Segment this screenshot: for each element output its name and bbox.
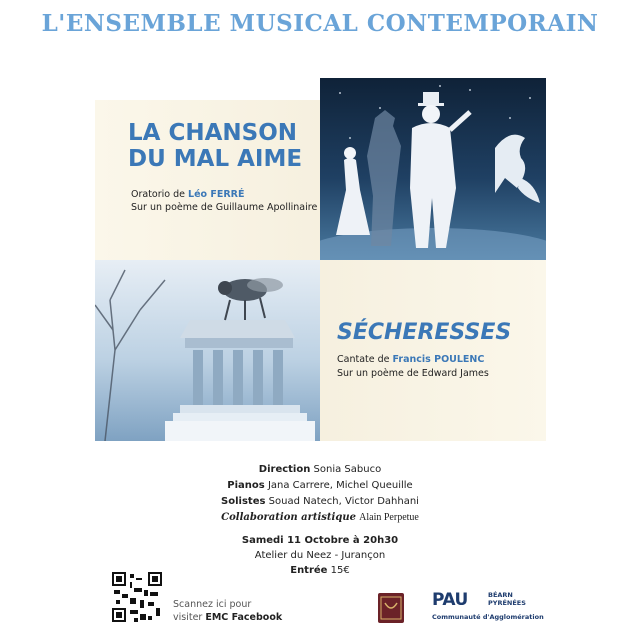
scan-prefix: visiter xyxy=(173,612,206,623)
work2-composer-prefix: Cantate de xyxy=(337,354,393,365)
event-date: Samedi 11 Octobre à 20h30 xyxy=(241,535,399,546)
work2-illustration xyxy=(95,260,320,441)
credit-names: Jana Carrere, Michel Queuille xyxy=(267,480,413,491)
work2-poem-line: Sur un poème de Edward James xyxy=(337,368,489,379)
pau-side-line-1: BÉARN xyxy=(488,591,513,599)
work1-poem-line: Sur un poème de Guillaume Apollinaire xyxy=(131,202,318,213)
credit-role: Solistes xyxy=(221,496,266,507)
work2-composer-name: Francis POULENC xyxy=(392,354,485,365)
scan-line-2 xyxy=(173,611,282,624)
credit-names: Sonia Sabuco xyxy=(313,464,382,475)
pau-logo-word: PAU xyxy=(432,590,468,610)
pau-logo-subtitle: Communauté d'Agglomération xyxy=(432,613,544,621)
scan-line-1: Scannez ici pour xyxy=(173,599,252,610)
work2-composer-line xyxy=(337,353,484,367)
work1-illustration xyxy=(320,78,546,260)
credit-row xyxy=(0,462,640,478)
price-value: 15€ xyxy=(330,565,350,576)
work1-composer-name: Léo FERRÉ xyxy=(188,189,245,200)
event-price xyxy=(0,563,640,578)
pau-logo xyxy=(432,590,544,621)
scan-caption xyxy=(173,598,282,624)
credits xyxy=(0,462,640,526)
work1-composer-line xyxy=(131,188,244,202)
work1-title: LA CHANSON DU MAL AIME xyxy=(128,120,303,172)
credit-row xyxy=(0,494,640,510)
pau-logo-side xyxy=(488,591,526,607)
partner-logo-icon xyxy=(378,593,404,623)
work2-panel xyxy=(320,260,546,441)
price-label: Entrée xyxy=(290,565,328,576)
pau-side-line-2: PYRÉNÉES xyxy=(488,599,526,607)
event-info xyxy=(0,533,640,578)
work1-composer-prefix: Oratorio de xyxy=(131,189,189,200)
credit-row xyxy=(0,478,640,494)
credit-names: Souad Natech, Victor Dahhani xyxy=(268,496,419,507)
credit-role: Direction xyxy=(258,464,311,475)
credit-names: Alain Perpetue xyxy=(359,512,419,523)
event-venue: Atelier du Neez - Jurançon xyxy=(254,550,386,561)
work2-title: SÉCHERESSES xyxy=(337,320,512,345)
facebook-link[interactable]: EMC Facebook xyxy=(205,612,283,623)
credit-role: Pianos xyxy=(227,480,265,491)
qr-code-icon[interactable] xyxy=(112,572,162,622)
credit-role: Collaboration artistique xyxy=(221,512,356,523)
credit-row xyxy=(0,510,640,526)
poster-title: L'ENSEMBLE MUSICAL CONTEMPORAIN xyxy=(41,10,599,37)
